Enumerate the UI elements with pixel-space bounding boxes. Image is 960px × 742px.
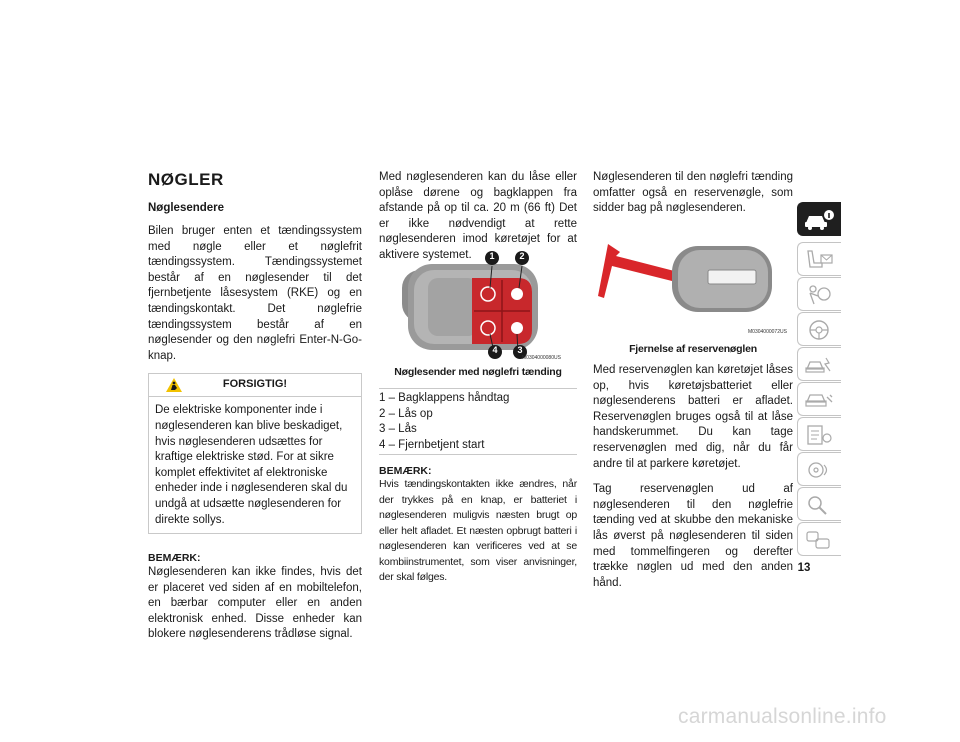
- chapter-tab[interactable]: [797, 277, 841, 311]
- seat-mail-icon: [804, 249, 834, 271]
- chapter-tab[interactable]: [797, 312, 841, 346]
- callout-2: 2: [519, 251, 525, 261]
- figure-code: M0304000080US: [522, 355, 561, 361]
- column-3-body: [593, 363, 793, 591]
- intro-paragraph: Nøglesenderen til den nøglefri tænding omfatter også en reservenøgle, som sidder bag på nøglesenderen.: [593, 171, 793, 215]
- car-service-icon: [804, 389, 834, 411]
- caution-box: [148, 373, 362, 534]
- intro-paragraph: Med nøglesenderen kan du låse eller oplåse dørene og bagklappen fra afstande på op til ca. 20 m (66 ft) Det er ikke nødvendigt at rette nøglesenderen imod køretøjet for at aktivere systemet.: [379, 171, 577, 261]
- caution-title: FORSIGTIG!: [222, 378, 288, 391]
- figure-caption: Fjernelse af reservenøglen: [629, 343, 757, 355]
- chapter-tab[interactable]: [797, 487, 841, 521]
- column-2-note: [379, 465, 577, 586]
- chapter-tab[interactable]: [797, 417, 841, 451]
- chapter-tab[interactable]: [797, 522, 841, 556]
- chapter-tab[interactable]: [797, 242, 841, 276]
- caution-header: [149, 374, 361, 397]
- steering-wheel-icon: [804, 319, 834, 341]
- caution-text: De elektriske komponenter inde i nøglesenderen kan blive beskadiget, hvis nøglesenderen udsættes for kraftige elektriske stød. For at sikre komplet effektivitet af elektroniske enheder inde i nøglesenderen skal du undgå at udsætte nøglesenderen for direkte sollys.: [155, 404, 348, 526]
- legend-item: 4 – Fjernbetjent start: [379, 438, 485, 451]
- subsection-heading: Nøglesendere: [148, 202, 225, 214]
- figure-1-caption-area: [379, 366, 577, 378]
- figure-caption: Nøglesender med nøglefri tænding: [394, 366, 562, 378]
- callout-1: 1: [489, 251, 495, 261]
- callout-3: 3: [517, 345, 523, 355]
- note-label: BEMÆRK:: [379, 465, 432, 477]
- car-info-icon: [804, 209, 834, 231]
- key-fob-figure: [400, 248, 561, 366]
- legend-item: 2 – Lås op: [379, 407, 433, 420]
- safety-airbag-icon: [804, 284, 834, 306]
- search-icon: [804, 494, 834, 516]
- watermark: carmanualsonline.info: [678, 705, 887, 728]
- note-text: Nøglesenderen kan ikke findes, hvis det er placeret ved siden af en mobiltelefon, en bærbar computer eller en anden elektronisk enhed. Disse enheder kan blokere nøglesenderens trådløse signal.: [148, 566, 362, 641]
- note-label: BEMÆRK:: [148, 552, 201, 565]
- section-heading: NØGLER: [148, 170, 224, 189]
- spare-key-figure: [596, 240, 791, 338]
- note-text: Hvis tændingskontakten ikke ændres, når der trykkes på en knap, er batteriet i nøglesenderen muligvis næsten brugt op eller helt afladet. Et næsten opbrugt batteri i nøglesenderen kan verificeres ved at se kombiinstrumentet, som viser anvisninger, der skal følges.: [379, 478, 577, 583]
- intro-paragraph: Bilen bruger enten et tændingssystem med nøgle eller et nøglefrit tændingssystem. Tændingssystemet består af en nøglesender til det fjernbetjente låsesystem (RKE) og en tændingskontakt. Det nøglefrie tændingssystem består af en nøglesender og den nøglefri Enter-N-Go-knap.: [148, 225, 362, 362]
- chapter-tab[interactable]: [797, 452, 841, 486]
- multimedia-icon: [804, 459, 834, 481]
- languages-icon: [804, 529, 834, 551]
- legend-list: [379, 388, 577, 455]
- caution-body: [149, 397, 361, 533]
- paragraph: Med reservenøglen kan køretøjet låses op, hvis køretøjsbatteriet eller nøglesenderens batteri er afladet. Reservenøglen bruges også til at låse handskerummet. Du kan tage reservenøglen med dig, når du får andre til at parkere køretøjet.: [593, 364, 793, 470]
- spare-key-illustration: [596, 240, 791, 338]
- legend-item: 1 – Bagklappens håndtag: [379, 392, 510, 404]
- legend-item: 3 – Lås: [379, 423, 417, 435]
- car-crash-icon: [804, 354, 834, 376]
- column-1: [148, 170, 362, 643]
- chapter-tab[interactable]: [797, 382, 841, 416]
- chapter-tab[interactable]: [797, 202, 841, 236]
- callout-4: 4: [492, 345, 498, 355]
- figure-code: M0304000072US: [748, 329, 787, 335]
- key-fob-illustration: [400, 248, 555, 366]
- maintenance-list-icon: [804, 424, 834, 446]
- column-3: [593, 170, 793, 217]
- paragraph: Tag reservenøglen ud af nøglesenderen til den nøglefrie tænding ved at skubbe den mekaniske lås øverst på nøglesenderen til siden med tommelfingeren og derefter trække nøglen ud med den anden hånd.: [593, 483, 793, 589]
- chapter-tab[interactable]: [797, 347, 841, 381]
- page-number: 13: [797, 562, 811, 574]
- figure-2-caption-area: [593, 343, 793, 355]
